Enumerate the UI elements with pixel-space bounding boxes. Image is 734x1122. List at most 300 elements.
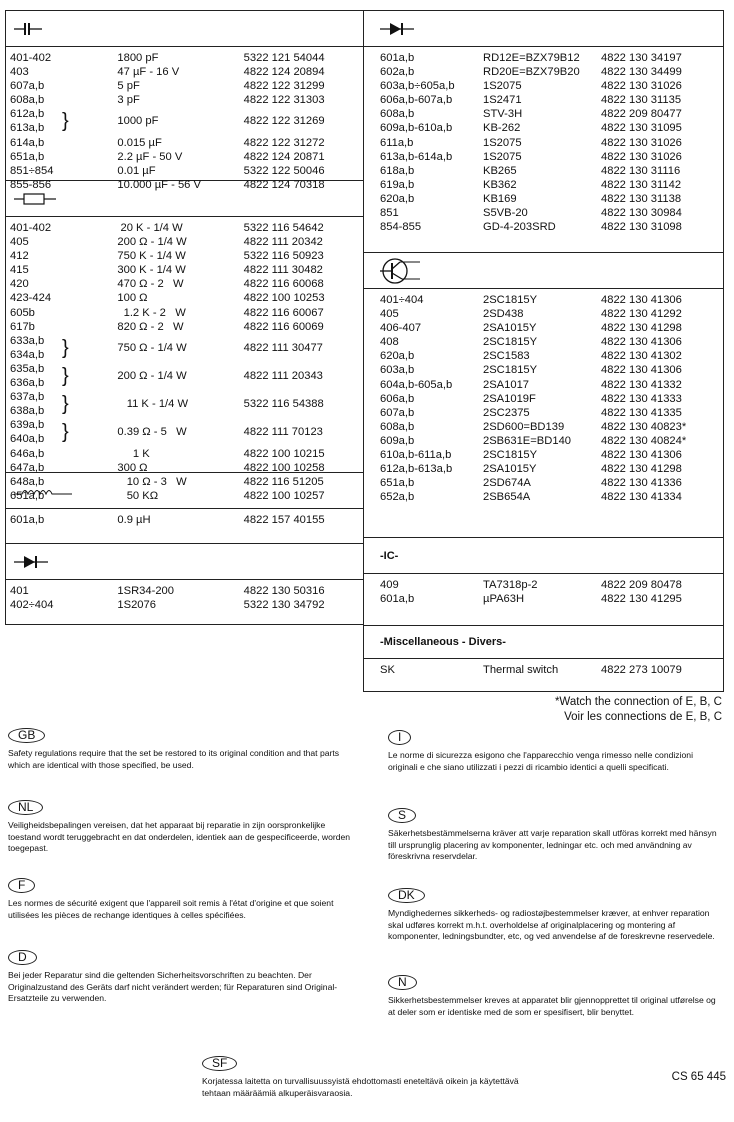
table-row (364, 448, 723, 462)
part-number-cell: 5322 116 50923 (243, 250, 324, 263)
part-number-cell: 4822 130 31026 (601, 150, 682, 163)
table-row (364, 335, 723, 349)
part-number-cell: 4822 130 31095 (601, 122, 682, 135)
value-cell: 47 µF - 16 V (117, 66, 180, 79)
safety-text-s: Säkerhetsbestämmelserna kräver att varje reparation skall utföras korrekt med hänsyn till ursprunglig placering av komponenter, ledningar etc. och med användning av föreskrivna reservdelar. (388, 828, 717, 862)
diode-icon (380, 22, 416, 36)
reference-cell: 405 (10, 236, 29, 249)
diode-icon (14, 555, 50, 569)
table-row (364, 307, 723, 321)
table-row (364, 51, 723, 65)
part-number-cell: 4822 130 41298 (601, 322, 682, 335)
value-cell: 2SC1815Y (483, 449, 538, 462)
table-row (6, 107, 363, 135)
reference-cell: 610a,b-611a,b (380, 449, 452, 462)
value-cell: S5VB-20 (483, 207, 528, 220)
part-number-cell: 4822 130 41335 (601, 406, 682, 419)
reference-cell: 612a,b-613a,b (380, 463, 453, 476)
part-number-cell: 4822 111 20343 (243, 369, 323, 382)
part-number-cell: 4822 130 41306 (601, 364, 682, 377)
reference-cell (6, 362, 117, 390)
part-number-cell: 4822 130 41298 (601, 463, 682, 476)
reference-designator: 638a,b (10, 405, 45, 418)
value-cell: 2SA1015Y (483, 463, 537, 476)
value-cell: 0.01 µF (117, 164, 156, 177)
transistor-icon (380, 257, 422, 285)
value-cell: KB-262 (483, 122, 521, 135)
country-badge-i: I (388, 730, 411, 745)
part-number-cell: 4822 130 41306 (601, 294, 682, 306)
part-number-cell: 4822 130 41332 (601, 378, 682, 391)
country-badge-nl: NL (8, 800, 43, 815)
safety-note-s (388, 808, 723, 863)
reference-cell: 607a,b (380, 406, 415, 419)
country-badge-s: S (388, 808, 416, 823)
table-row (364, 476, 723, 490)
value-cell: 100 Ω (117, 292, 148, 305)
value-cell: TA7318p-2 (483, 579, 538, 591)
value-cell: 1S2075 (483, 80, 522, 93)
part-number-cell: 4822 100 10253 (243, 292, 325, 305)
table-row (6, 93, 363, 107)
part-number-cell: 4822 130 31138 (601, 192, 682, 205)
part-number-cell: 4822 116 51205 (243, 475, 324, 488)
value-cell: 50 KΩ (117, 489, 159, 502)
safety-text-gb: Safety regulations require that the set be restored to its original condition and that parts which are identical with those specified, be used. (8, 748, 340, 770)
part-number-cell: 5322 121 54044 (243, 52, 325, 64)
table-row (6, 306, 363, 320)
reference-cell: 601a,b (10, 514, 45, 526)
brace-glyph: } (62, 110, 69, 133)
value-cell: KB169 (483, 192, 517, 205)
reference-designator: 613a,b (10, 122, 45, 135)
table-row (364, 192, 723, 206)
part-number-cell: 4822 100 10215 (243, 447, 325, 460)
part-number-cell: 4822 130 31026 (601, 136, 682, 149)
reference-designator: 639a,b (10, 419, 45, 432)
table-row (364, 321, 723, 335)
table-row (6, 249, 363, 263)
brace-glyph: } (62, 364, 69, 387)
reference-cell: 855-856 (10, 178, 52, 191)
country-badge-dk: DK (388, 888, 425, 903)
part-number-cell: 4822 130 31135 (601, 94, 682, 107)
value-cell: 2SB654A (483, 491, 531, 504)
table-row (364, 164, 723, 178)
part-number-cell: 4822 130 41295 (601, 593, 682, 606)
value-cell: 2SA1019F (483, 392, 536, 405)
reference-cell: 606a,b (380, 392, 415, 405)
value-cell: 2SD674A (483, 477, 531, 490)
reference-designator: 636a,b (10, 377, 45, 390)
table-row (364, 136, 723, 150)
value-cell: 2SD600=BD139 (483, 420, 565, 433)
reference-cell (6, 390, 117, 418)
part-number-cell: 5322 116 54642 (243, 222, 324, 234)
table-row (6, 79, 363, 93)
reference-cell: 608a,b (10, 94, 45, 107)
reference-cell: 608a,b (380, 420, 415, 433)
table-row (364, 378, 723, 392)
reference-cell: 851÷854 (10, 164, 54, 177)
part-number-cell: 4822 130 41306 (601, 449, 682, 462)
country-badge-gb: GB (8, 728, 45, 743)
part-number-cell: 4822 124 70318 (243, 178, 325, 191)
reference-cell: 851 (380, 207, 399, 220)
reference-designator: 634a,b (10, 348, 45, 361)
value-cell: RD20E=BZX79B20 (483, 66, 580, 79)
brace-glyph: } (62, 421, 69, 444)
reference-cell: 405 (380, 308, 399, 321)
part-number-cell: 4822 116 60068 (243, 278, 324, 291)
value-cell: GD-4-203SRD (483, 221, 556, 234)
reference-cell: 609a,b-610a,b (380, 122, 453, 135)
part-number-cell: 4822 122 31299 (243, 80, 325, 93)
value-cell: 0.39 Ω - 5 W (117, 426, 187, 439)
table-row (364, 462, 723, 476)
value-cell: 2SB631E=BD140 (483, 434, 572, 447)
value-cell: 1S2076 (117, 599, 156, 612)
table-row (6, 390, 363, 418)
value-cell: 0.9 µH (117, 514, 151, 526)
reference-designator: 637a,b (10, 391, 45, 404)
reference-cell: 652a,b (380, 491, 415, 504)
safety-text-n: Sikkerhetsbestemmelser kreves at apparatet blir gjennopprettet til original utførelse og at deler som er identiske med de som er spesifisert, blir benyttet. (388, 995, 716, 1017)
table-row (364, 490, 723, 504)
table-row (364, 178, 723, 192)
document-code: CS 65 445 (671, 1071, 726, 1083)
reference-cell: 408 (380, 336, 399, 349)
misc-list (364, 659, 723, 691)
value-cell: 1S2075 (483, 136, 522, 149)
value-cell: 2SA1017 (483, 378, 530, 391)
part-number-cell: 4822 130 34499 (601, 66, 682, 79)
reference-cell: 611a,b (380, 136, 414, 149)
value-cell: 300 K - 1/4 W (117, 264, 186, 277)
value-cell: STV-3H (483, 108, 523, 121)
value-cell: 5 pF (117, 80, 140, 93)
table-row (6, 263, 363, 277)
footnote-en: *Watch the connection of E, B, C (554, 696, 722, 708)
value-cell: 300 Ω (117, 461, 148, 474)
table-row (364, 93, 723, 107)
value-cell: 2SA1015Y (483, 322, 537, 335)
reference-cell: 402÷404 (10, 599, 54, 612)
reference-cell: 613a,b-614a,b (380, 150, 453, 163)
reference-cell: 601a,b (380, 52, 415, 64)
part-number-cell: 4822 116 60069 (243, 320, 324, 333)
part-number-cell: 4822 130 41306 (601, 336, 682, 349)
table-row (6, 598, 363, 612)
reference-designator: 633a,b (10, 334, 45, 347)
safety-note-sf (202, 1056, 532, 1099)
value-cell: 2SC1815Y (483, 364, 538, 377)
table-row (364, 79, 723, 93)
part-number-cell: 4822 130 40823* (601, 420, 687, 433)
value-cell: 2SC1583 (483, 350, 530, 363)
part-number-cell: 4822 130 41336 (601, 477, 682, 490)
reference-cell: 651a,b (10, 150, 45, 163)
table-row (364, 578, 723, 592)
reference-cell: 603a,b÷605a,b (380, 80, 455, 93)
reference-cell: 620a,b (380, 192, 415, 205)
coil-list (6, 509, 363, 544)
reference-cell: 620a,b (380, 350, 415, 363)
reference-cell: 617b (10, 320, 35, 333)
safety-text-sf: Korjatessa laitetta on turvallisuussyistä ehdottomasti eneteltävä oikein ja käytettävä tehtaan määräämiä alkuperäisvaraosia. (202, 1076, 519, 1098)
safety-note-gb (8, 728, 348, 771)
reference-cell: 401-402 (10, 222, 52, 234)
part-number-cell: 4822 124 20894 (243, 66, 325, 79)
part-number-cell: 4822 130 31026 (601, 80, 682, 93)
reference-cell: 604a,b-605a,b (380, 378, 453, 391)
value-cell: 2SD438 (483, 308, 524, 321)
table-row (364, 392, 723, 406)
table-row (6, 513, 363, 527)
part-number-cell: 4822 130 31142 (601, 178, 682, 191)
table-row (6, 475, 363, 489)
part-number-cell: 4822 111 30482 (243, 264, 323, 277)
value-cell: 200 Ω - 1/4 W (117, 236, 187, 249)
safety-note-f (8, 878, 348, 921)
part-number-cell: 4822 209 80477 (601, 108, 682, 121)
table-row (6, 447, 363, 461)
reference-cell: 401÷404 (380, 294, 424, 306)
reference-cell (6, 334, 117, 362)
part-number-cell: 4822 122 31272 (243, 136, 325, 149)
part-number-cell: 5322 122 50046 (243, 164, 325, 177)
value-cell: KB265 (483, 164, 517, 177)
part-number-cell: 4822 130 31116 (601, 164, 681, 177)
table-row (364, 406, 723, 420)
value-cell: 2SC2375 (483, 406, 530, 419)
value-cell: 1000 pF (117, 115, 159, 128)
table-row (6, 136, 363, 150)
reference-cell: 609a,b (380, 434, 415, 447)
reference-cell: 651a,b (10, 489, 45, 502)
table-row (6, 235, 363, 249)
reference-designator: 640a,b (10, 433, 45, 446)
table-row (364, 420, 723, 434)
part-number-cell: 4822 124 20871 (243, 150, 325, 163)
transistor-list (364, 289, 723, 538)
reference-designator: 635a,b (10, 362, 45, 375)
part-number-cell: 4822 130 34197 (601, 52, 682, 64)
part-number-cell: 4822 130 40824* (601, 434, 687, 447)
capacitor-list (6, 47, 363, 191)
ic-section-title: -IC- (380, 549, 399, 562)
diode-section-header-left (6, 544, 363, 580)
part-number-cell: 4822 209 80478 (601, 579, 682, 591)
table-row (6, 51, 363, 65)
table-row (6, 362, 363, 390)
reference-cell: 619a,b (380, 178, 415, 191)
reference-cell: 618a,b (380, 164, 415, 177)
part-number-cell: 4822 111 30477 (243, 341, 323, 354)
part-number-cell: 4822 130 41292 (601, 308, 682, 321)
value-cell: KB362 (483, 178, 517, 191)
value-cell: 3 pF (117, 94, 140, 107)
value-cell: 10.000 µF - 56 V (117, 178, 201, 191)
reference-cell: 415 (10, 264, 29, 277)
safety-text-dk: Myndighedernes sikkerheds- og radiostøjbestemmelser kræver, at enhver reparation skal udføres korrekt m.h.t. overholdelse af originalplacering og montering af komponenter, ledningsbundter, etc, og ved anvendelse af de foreskrevne reservedele. (388, 908, 715, 942)
reference-cell (6, 418, 117, 446)
table-row (364, 592, 723, 606)
reference-cell: 647a,b (10, 461, 45, 474)
diode-list-left (6, 580, 363, 624)
table-row (364, 65, 723, 79)
part-number-cell: 4822 100 10258 (243, 461, 325, 474)
part-number-cell: 4822 157 40155 (243, 514, 325, 526)
reference-cell: 607a,b (10, 80, 45, 93)
footnote-fr: Voir les connections de E, B, C (564, 711, 722, 723)
transistor-section-header (364, 253, 723, 289)
capacitor-icon (14, 23, 44, 35)
value-cell: 20 K - 1/4 W (117, 222, 183, 234)
table-row (6, 418, 363, 446)
value-cell: 820 Ω - 2 W (117, 320, 184, 333)
part-number-cell: 4822 130 30984 (601, 207, 682, 220)
left-parts-table (5, 10, 364, 625)
reference-cell (6, 107, 117, 135)
part-number-cell: 4822 130 41333 (601, 392, 682, 405)
table-row (364, 150, 723, 164)
table-row (6, 221, 363, 235)
value-cell: 10 Ω - 3 W (117, 475, 187, 488)
part-number-cell: 5322 130 34792 (243, 599, 325, 612)
diode-section-header-right (364, 11, 723, 47)
value-cell: 1800 pF (117, 52, 159, 64)
part-number-cell: 4822 116 60067 (243, 306, 324, 319)
part-number-cell: 4822 130 41302 (601, 350, 682, 363)
reference-cell: 409 (380, 579, 399, 591)
table-row (364, 206, 723, 220)
reference-cell: 648a,b (10, 475, 45, 488)
reference-cell: 646a,b (10, 447, 45, 460)
country-badge-sf: SF (202, 1056, 237, 1071)
table-row (364, 121, 723, 135)
reference-cell: 651a,b (380, 477, 415, 490)
value-cell: 1S2075 (483, 150, 522, 163)
reference-cell: 614a,b (10, 136, 45, 149)
country-badge-n: N (388, 975, 417, 990)
table-row (6, 178, 363, 192)
reference-cell: 403 (10, 66, 29, 79)
table-row (364, 293, 723, 307)
table-row (6, 489, 363, 503)
reference-cell: 423-424 (10, 292, 52, 305)
safety-note-i (388, 730, 718, 773)
value-cell: 1.2 K - 2 W (117, 306, 186, 319)
part-number-cell: 4822 130 31098 (601, 221, 682, 234)
misc-section-title: -Miscellaneous - Divers- (380, 636, 506, 648)
reference-cell: 401-402 (10, 52, 52, 64)
resistor-icon (14, 193, 58, 205)
value-cell: 11 K - 1/4 W (117, 398, 189, 411)
table-row (364, 349, 723, 363)
reference-cell: 601a,b (380, 593, 415, 606)
safety-note-d (8, 950, 363, 1005)
reference-cell: 412 (10, 250, 29, 263)
value-cell: RD12E=BZX79B12 (483, 52, 580, 64)
value-cell: 2.2 µF - 50 V (117, 150, 183, 163)
ic-list (364, 574, 723, 626)
safety-note-dk (388, 888, 723, 943)
safety-text-i: Le norme di sicurezza esigono che l'apparecchio venga rimesso nelle condizioni originali e che siano utilizzati i pezzi di ricambio identici a quelli specificati. (388, 750, 693, 772)
table-row (6, 277, 363, 291)
table-row (364, 663, 723, 677)
table-row (364, 363, 723, 377)
capacitor-section-header (6, 11, 363, 47)
value-cell: 750 Ω - 1/4 W (117, 341, 187, 354)
reference-designator: 612a,b (10, 108, 45, 121)
country-badge-f: F (8, 878, 35, 893)
table-row (364, 107, 723, 121)
brace-glyph: } (62, 393, 69, 416)
table-row (6, 334, 363, 362)
value-cell: 750 K - 1/4 W (117, 250, 186, 263)
right-parts-table (363, 10, 724, 692)
misc-section-header (364, 626, 723, 659)
reference-cell: 608a,b (380, 108, 415, 121)
part-number-cell: 4822 111 70123 (243, 426, 323, 439)
table-row (364, 434, 723, 448)
reference-cell: SK (380, 664, 395, 676)
diode-list-right (364, 47, 723, 253)
value-cell: 1 K (117, 447, 150, 460)
part-number-cell: 4822 273 10079 (601, 664, 682, 676)
table-row (6, 320, 363, 334)
reference-cell: 603a,b (380, 364, 415, 377)
value-cell: 1S2471 (483, 94, 522, 107)
table-row (364, 220, 723, 234)
table-row (6, 65, 363, 79)
part-number-cell: 4822 130 50316 (243, 585, 325, 597)
value-cell: µPA63H (483, 593, 525, 606)
reference-cell: 406-407 (380, 322, 422, 335)
reference-cell: 606a,b-607a,b (380, 94, 453, 107)
table-row (6, 584, 363, 598)
value-cell: 200 Ω - 1/4 W (117, 369, 187, 382)
transistor-footnote (500, 695, 722, 725)
safety-note-n (388, 975, 723, 1018)
part-number-cell: 4822 100 10257 (243, 489, 325, 502)
safety-text-nl: Veiligheidsbepalingen vereisen, dat het apparaat bij reparatie in zijn oorspronkelijke toestand wordt teruggebracht en dat onderdelen, identiek aan de gespecificeerde, worden toegepast. (8, 820, 351, 854)
value-cell: 2SC1815Y (483, 294, 538, 306)
value-cell: 0.015 µF (117, 136, 162, 149)
value-cell: 470 Ω - 2 W (117, 278, 184, 291)
reference-cell: 854-855 (380, 221, 422, 234)
country-badge-d: D (8, 950, 37, 965)
value-cell: 2SC1815Y (483, 336, 538, 349)
reference-cell: 420 (10, 278, 29, 291)
reference-cell: 602a,b (380, 66, 415, 79)
reference-cell: 605b (10, 306, 35, 319)
value-cell: Thermal switch (483, 664, 559, 676)
reference-cell: 401 (10, 585, 29, 597)
part-number-cell: 4822 122 31303 (243, 94, 325, 107)
value-cell: 1SR34-200 (117, 585, 174, 597)
table-row (6, 461, 363, 475)
table-row (6, 291, 363, 305)
safety-text-d: Bei jeder Reparatur sind die geltenden Sicherheitsvorschriften zu beachten. Der Originalzustand des Geräts darf nicht verändert werden; für Reparaturen sind Original-Ersatzteile zu verwenden. (8, 970, 338, 1004)
part-number-cell: 4822 130 41334 (601, 491, 682, 504)
resistor-list (6, 217, 363, 502)
part-number-cell: 4822 122 31269 (243, 115, 325, 128)
part-number-cell: 5322 116 54388 (243, 398, 324, 411)
brace-glyph: } (62, 336, 69, 359)
table-row (6, 164, 363, 178)
